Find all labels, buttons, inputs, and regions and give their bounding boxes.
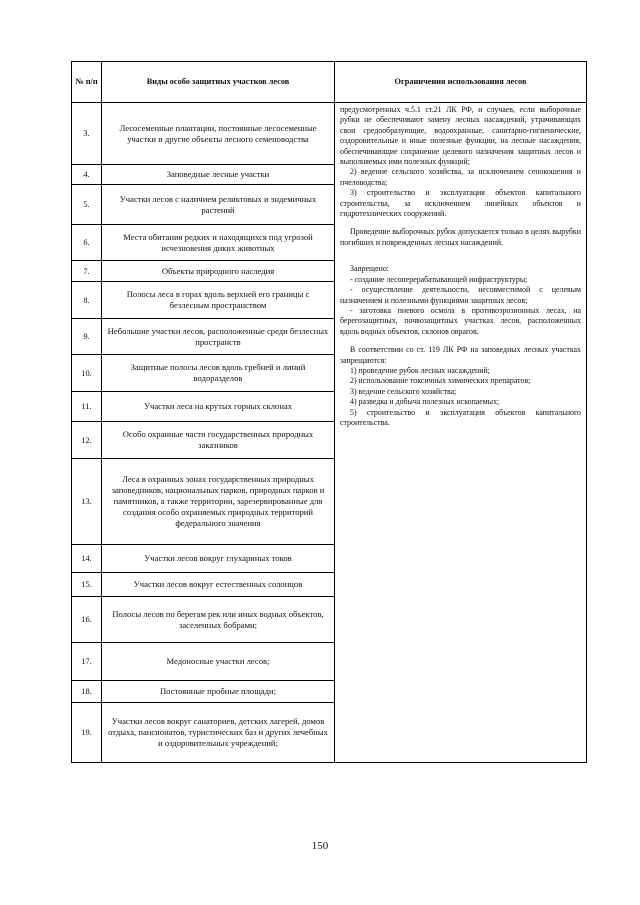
restriction-text: Запрещено: [350, 264, 389, 274]
restriction-text: В соответствии со ст. 119 ЛК РФ на заповедных лесных участках запрещаются: [340, 345, 581, 365]
row-num: 4. [72, 165, 102, 185]
row-kind: Участки лесов вокруг глухариных токов [102, 545, 335, 573]
restriction-text: Проведение выборочных рубок допускается только в целях вырубки погибших и поврежденных лесных насаждений. [340, 227, 581, 247]
row-kind: Места обитания редких и находящихся под угрозой исчезновения диких животных [102, 225, 335, 261]
row-kind: Заповедные лесные участки [102, 165, 335, 185]
restriction-text: 2) ведение сельского хозяйства, за исключением сенокошения и пчеловодства; [340, 167, 581, 187]
header-kind: Виды особо защитных участков лесов [102, 62, 335, 103]
row-num: 8. [72, 282, 102, 319]
row-kind: Объекты природного наследия [102, 261, 335, 282]
row-num: 14. [72, 545, 102, 573]
row-kind: Лесосеменные плантации, постоянные лесосеменные участки и другие объекты лесного семеноводства [102, 103, 335, 165]
row-num: 11. [72, 392, 102, 422]
row-num: 10. [72, 355, 102, 392]
row-num: 12. [72, 422, 102, 459]
table-row [72, 103, 587, 165]
restriction-text: 1) проведение рубок лесных насаждений; [350, 365, 490, 375]
table-header-row [72, 62, 587, 103]
restriction-text: 2) использование токсичных химических препаратов; [350, 376, 531, 386]
row-num: 9. [72, 319, 102, 355]
restriction-text: - создание лесоперерабатывающей инфраструктуры; [350, 274, 528, 284]
row-kind: Участки леса на крутых горных склонах [102, 392, 335, 422]
row-num: 5. [72, 185, 102, 225]
restrictions-cell [335, 103, 587, 763]
header-num: № п/п [72, 62, 102, 103]
row-kind: Особо охранные части государственных природных заказников [102, 422, 335, 459]
protected-forest-table [71, 61, 587, 763]
restriction-text: 4) разведка и добыча полезных ископаемых; [350, 397, 500, 407]
row-kind: Небольшие участки лесов, расположенные среди безлесных пространств [102, 319, 335, 355]
row-kind: Медоносные участки лесов; [102, 643, 335, 681]
header-restrictions: Ограничения использования лесов [335, 62, 587, 103]
row-num: 16. [72, 597, 102, 643]
restriction-text: - заготовка пневого осмола в противоэрозионных лесах, на берегозащитных, почвозащитных участках лесов, расположенных вдоль водных объектов, склонов оврагов. [340, 305, 581, 336]
row-kind: Полосы лесов по берегам рек или иных водных объектов, заселенных бобрами; [102, 597, 335, 643]
row-num: 17. [72, 643, 102, 681]
row-num: 13. [72, 459, 102, 545]
row-kind: Леса в охранных зонах государственных природных заповедников, национальных парков, природных парков и памятников, а также территории, зарезервированные для создания особо охраняемых природных территорий федерального значения [102, 459, 335, 545]
row-num: 3. [72, 103, 102, 165]
row-kind: Участки лесов вокруг санаториев, детских лагерей, домов отдыха, пансионатов, туристических баз и других лечебных и оздоровительных учреждений; [102, 703, 335, 763]
row-num: 6. [72, 225, 102, 261]
row-kind: Участки лесов с наличием реликтовых и эндемичных растений [102, 185, 335, 225]
restriction-text: 3) строительство и эксплуатация объектов капитального строительства, за исключением линейных объектов и гидротехнических сооружений. [340, 188, 581, 219]
row-num: 7. [72, 261, 102, 282]
restriction-text: 3) ведение сельского хозяйства; [350, 386, 457, 396]
restriction-text: 5) строительство и эксплуатация объектов капитального строительства. [340, 407, 581, 427]
restriction-text: - осуществление деятельности, несовместимой с целевым назначением и полезными функциями защитных лесов; [340, 285, 581, 305]
restriction-text: предусмотренных ч.5.1 ст.21 ЛК РФ, и случаев, если выборочные рубки не обеспечивают замену лесных насаждений, утрачивающих свои средообразующие, водоохранные, санитарно-гигиенические, оздоровительные и иные полезные функции, на лесные насаждения, обеспечивающие сохранение целевого назначения защитных лесов и выполняемых ими полезных функций; [340, 105, 581, 167]
row-num: 19. [72, 703, 102, 763]
row-num: 18. [72, 681, 102, 703]
row-kind: Участки лесов вокруг естественных солонцов [102, 573, 335, 597]
row-num: 15. [72, 573, 102, 597]
page-number: 150 [311, 840, 329, 852]
row-kind: Постоянные пробные площади; [102, 681, 335, 703]
row-kind: Полосы леса в горах вдоль верхней его границы с безлесным пространством [102, 282, 335, 319]
row-kind: Защитные полосы лесов вдоль гребней и линий водоразделов [102, 355, 335, 392]
